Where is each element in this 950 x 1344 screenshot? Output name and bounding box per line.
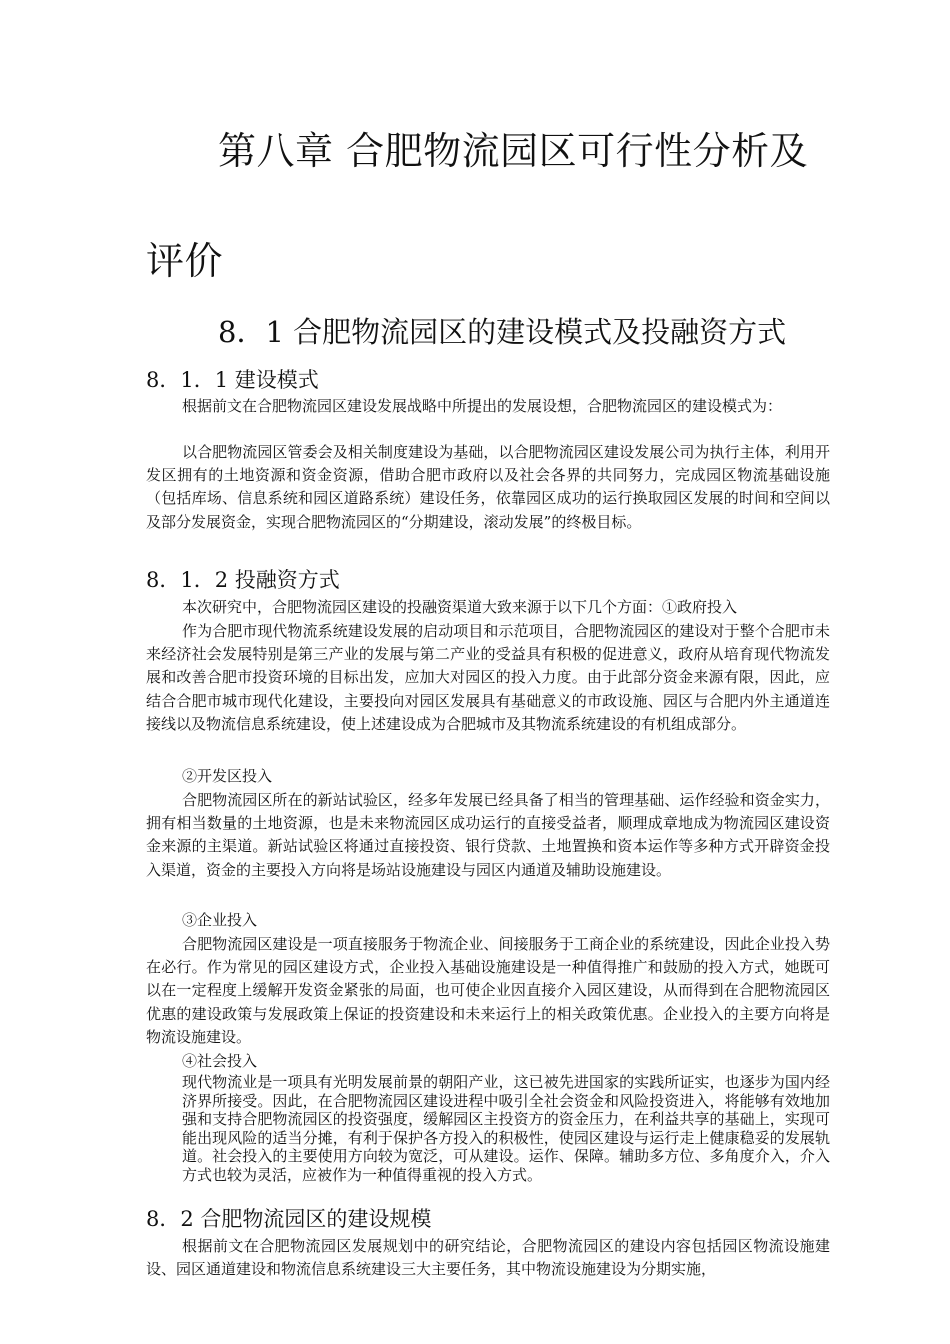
chapter-title: 第八章 合肥物流园区可行性分析及评价 — [146, 129, 809, 283]
subsection-8-1-1-title: 8．1．1 建设模式 — [146, 368, 319, 392]
paragraph-construction-mode-body: 以合肥物流园区管委会及相关制度建设为基础，以合肥物流园区建设发展公司为执行主体，利用开发区拥有的土地资源和资金资源，借助合肥市政府以及社会各界的共同努力，完成园区物流基础设施（包括库场、信息系统和园区道路系统）建设任务，依靠园区成功的运行换取园区发展的时间和空间以及部分发展资金，实现合肥物流园区的“分期建设，滚动发展”的终极目标。 — [146, 443, 830, 531]
paragraph-construction-mode-intro: 根据前文在合肥物流园区建设发展战略中所提出的发展设想，合肥物流园区的建设模式为： — [182, 397, 783, 415]
paragraph-government-investment: 作为合肥市现代物流系统建设发展的启动项目和示范项目，合肥物流园区的建设对于整个合肥市未来经济社会发展特别是第三产业的发展与第二产业的受益具有积极的促进意义，政府从培育现代物流发展和改善合肥市投资环境的目标出发，应加大对园区的投入力度。由于此部分资金来源有限，因此，应结合合肥市城市现代化建设，主要投向对园区发展具有基础意义的市政设施、园区与合肥内外主通道连接线以及物流信息系统建设，使上述建设成为合肥城市及其物流系统建设的有机组成部分。 — [146, 622, 830, 733]
paragraph-enterprise-investment: 合肥物流园区建设是一项直接服务于物流企业、间接服务于工商企业的系统建设，因此企业投入势在必行。作为常见的园区建设方式，企业投入基础设施建设是一种值得推广和鼓励的投入方式，她既可以在一定程度上缓解开发资金紧张的局面，也可使企业因直接介入园区建设，从而得到在合肥物流园区优惠的建设政策与发展政策上保证的投资建设和未来运行上的相关政策优惠。企业投入的主要方向将是物流设施建设。 — [146, 935, 830, 1046]
paragraph-financing-intro: 本次研究中，合肥物流园区建设的投融资渠道大致来源于以下几个方面：①政府投入 — [182, 598, 738, 616]
subsection-8-1-2-title: 8．1．2 投融资方式 — [146, 568, 340, 592]
label-enterprise-investment: ③企业投入 — [182, 911, 258, 929]
label-social-investment: ④社会投入 — [182, 1052, 258, 1070]
section-8-2-title: 8．2 合肥物流园区的建设规模 — [146, 1207, 432, 1231]
label-development-zone-investment: ②开发区投入 — [182, 767, 273, 785]
section-8-1-title: 8．1 合肥物流园区的建设模式及投融资方式 — [218, 315, 787, 349]
paragraph-development-zone-investment: 合肥物流园区所在的新站试验区，经多年发展已经具备了相当的管理基础、运作经验和资金实力，拥有相当数量的土地资源，也是未来物流园区成功运行的直接受益者，顺理成章地成为物流园区建设资金来源的主渠道。新站试验区将通过直接投资、银行贷款、土地置换和资本运作等多种方式开辟资金投入渠道，资金的主要投入方向将是场站设施建设与园区内通道及辅助设施建设。 — [146, 791, 830, 879]
paragraph-construction-scale: 根据前文在合肥物流园区发展规划中的研究结论，合肥物流园区的建设内容包括园区物流设施建设、园区通道建设和物流信息系统建设三大主要任务，其中物流设施建设为分期实施， — [146, 1237, 830, 1279]
paragraph-social-investment: 现代物流业是一项具有光明发展前景的朝阳产业，这已被先进国家的实践所证实，也逐步为国内经济界所接受。因此，在合肥物流园区建设进程中吸引全社会资金和风险投资进入，将能够有效地加强和支持合肥物流园区的投资强度，缓解园区主投资方的资金压力，在利益共享的基础上，实现可能出现风险的适当分摊，有利于保护各方投入的积极性，使园区建设与运行走上健康稳妥的发展轨道。社会投入的主要使用方向较为宽泛，可从建设。运作、保障。辅助多方位、多角度介入，介入方式也较为灵活，应被作为一种值得重视的投入方式。 — [182, 1073, 830, 1184]
